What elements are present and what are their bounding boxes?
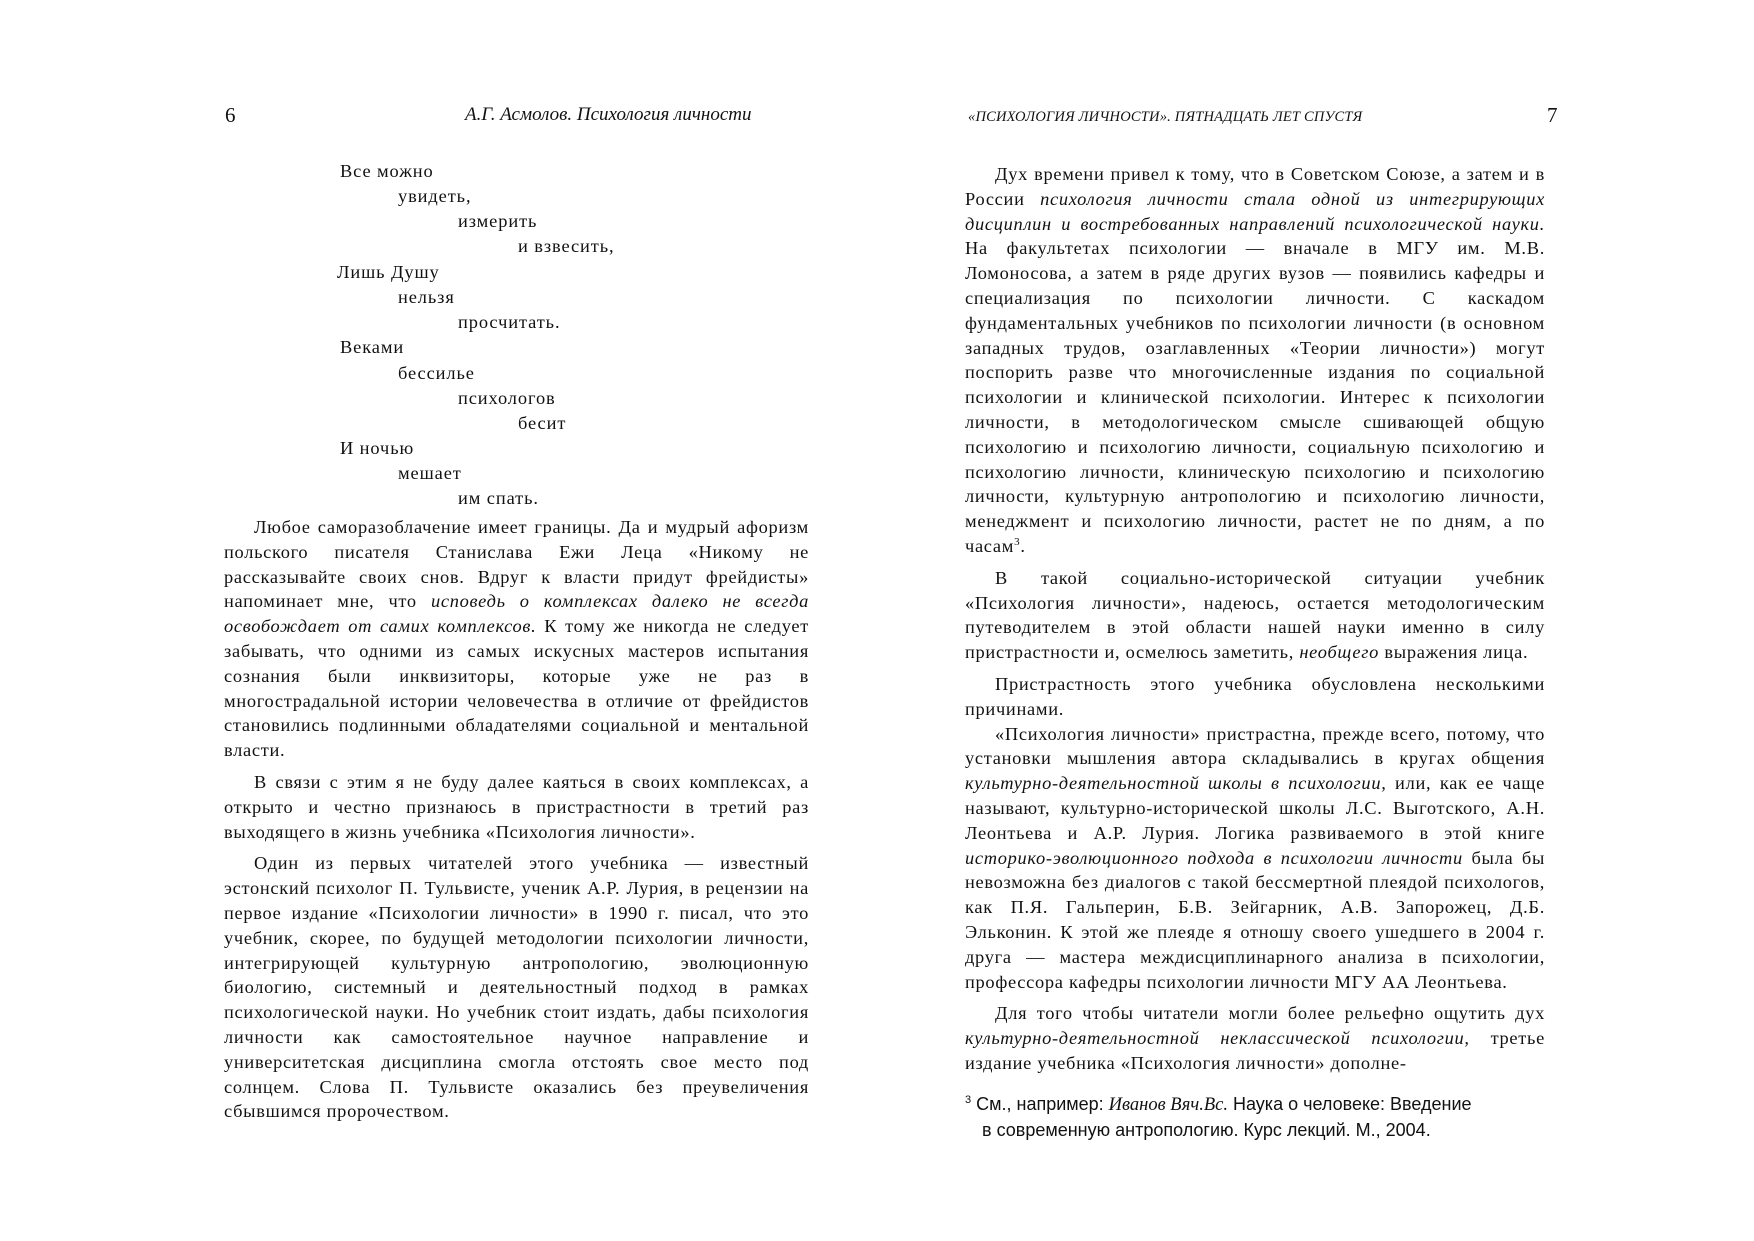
text-run: Любое саморазоблачение имеет границы. Да и мудрый афоризм польского писателя Станислава Ежи Леца «Никому не рассказывайте своих снов. Вдруг к власти придут фрейдисты» напоминает мне, что xyxy=(224,517,809,612)
footnote-line: в современную антропологию. Курс лекций. М., 2004. xyxy=(982,1120,1431,1140)
emphasis-text: исповедь о комплексах далеко не всегда освобождает от самих комплексов. xyxy=(224,591,810,637)
text-run: См., например: xyxy=(971,1094,1109,1114)
poem-line: измерить xyxy=(458,211,538,231)
text-run: «Психология личности» пристрастна, прежде всего, потому, что установки мышления автора складывались в кругах общения xyxy=(965,723,1545,769)
poem-line: просчитать. xyxy=(458,312,561,332)
right-body-text xyxy=(965,162,1545,1076)
emphasis-text: Иванов Вяч.Вс. xyxy=(1108,1095,1228,1115)
text-run: В такой социально-исторической ситуации учебник «Психология личности», надеюсь, остается методологическим путеводителем в этой области нашей науки именно в силу пристрастности и, осмелюсь заметить, xyxy=(965,567,1545,663)
poem-line: психологов xyxy=(458,388,556,408)
page-number-left: 6 xyxy=(225,103,236,127)
poem-line: им спать. xyxy=(458,488,539,508)
text-run: К тому же никогда не следует забывать, что одними из самых искусных мастеров испытания сознания были инквизиторы, которые уже не раз в многострадальной истории человечества в отличие от фрейдистов становились подлинными обладателями социальной и ментальной власти. xyxy=(224,616,809,761)
page-number-right: 7 xyxy=(1547,103,1558,127)
poem-line: бесит xyxy=(518,413,567,433)
poem-line: И ночью xyxy=(340,438,415,458)
text-run: или, как ее чаще называют, культурно-исторической школы Л.С. Выготского, А.Н. Леонтьева и А.Р. Лурия. Логика развиваемого в этой книге xyxy=(965,773,1545,843)
poem-line: и взвесить, xyxy=(518,236,615,256)
paragraph xyxy=(965,162,1545,559)
footnote-mark: 3 xyxy=(965,1094,972,1106)
poem-line: бессилье xyxy=(398,363,475,383)
paragraph xyxy=(224,515,809,763)
text-run: Для того чтобы читатели могли более рельефно ощутить дух xyxy=(995,1003,1545,1024)
emphasis-text: историко-эволюционного подхода в психологии личности xyxy=(965,847,1463,868)
poem-line: Все можно xyxy=(340,161,434,181)
emphasis-text: культурно-деятельностной школы в психологии, xyxy=(965,773,1387,794)
paragraph: Один из первых читателей этого учебника — известный эстонский психолог П. Тульвисте, ученик А.Р. Лурия, в рецензии на первое издание «Психологии личности» в 1990 г. писал, что это учебник, скорее, по будущей методологии психологии личности, интегрирующей культурную антропологию, эволюционную биологию, системный и деятельностный подход в рамках психологической науки. Но учебник стоит издать, дабы психология личности как самостоятельное научное направление и университетская дисциплина смогла отстоять свое место под солнцем. Слова П. Тульвисте оказались без преувеличения сбывшимся пророчеством. xyxy=(224,853,809,1122)
poem-line: Лишь Душу xyxy=(337,262,440,282)
poem-line: мешает xyxy=(398,463,462,483)
poem-line: нельзя xyxy=(398,287,455,307)
emphasis-text: необщего xyxy=(1299,642,1380,663)
running-head-left: А.Г. Асмолов. Психология личности xyxy=(465,104,752,125)
footnote xyxy=(965,1092,1545,1143)
paragraph xyxy=(965,1001,1545,1075)
paragraph xyxy=(965,722,1545,995)
text-run: На факультетах психологии — вначале в МГУ им. М.В. Ломоносова, а затем в ряде других вузов — появились кафедры и специализация по психологии личности. С каскадом фундаментальных учебников по психологии личности (в основном западных трудов, озаглавленных «Теории личности») могут поспорить разве что многочисленные издания по социальной психологии и клинической психологии. Интерес к психологии личности, в методологическом смысле сшивающей общую психологию и психологию личности, социальную психологию и психологию личности, клиническую психологию и психологию личности, культурную антропологию и психологию личности, менеджмент и психологию личности, растет не по дням, а по часам xyxy=(965,238,1545,556)
text-run: выражения лица. xyxy=(1379,642,1529,663)
poem-line: Веками xyxy=(340,337,405,357)
text-run: Дух времени привел к тому, что в Советском Союзе, а затем и в России xyxy=(965,164,1545,209)
left-body-text xyxy=(224,515,809,1124)
running-head-right: «ПСИХОЛОГИЯ ЛИЧНОСТИ». ПЯТНАДЦАТЬ ЛЕТ СПУСТЯ xyxy=(968,109,1363,125)
paragraph xyxy=(965,566,1545,665)
footnote-line xyxy=(965,1094,1472,1114)
text-run: . xyxy=(1020,535,1026,556)
text-run: Наука о человеке: Введение xyxy=(1227,1094,1472,1114)
paragraph: Пристрастность этого учебника обусловлена несколькими причинами. xyxy=(965,673,1545,719)
emphasis-text: культурно-деятельностной неклассической психологии, xyxy=(965,1028,1470,1049)
poem-line: увидеть, xyxy=(398,186,472,206)
paragraph: В связи с этим я не буду далее каяться в своих комплексах, а открыто и честно признаюсь в пристрастности в третий раз выходящего в жизнь учебника «Психология личности». xyxy=(224,771,809,842)
text-run: была бы невозможна без диалогов с такой бессмертной плеядой психологов, как П.Я. Гальперин, Б.В. Зейгарник, А.В. Запорожец, Д.Б. Эльконин. К этой же плеяде я отношу своего ушедшего в 2004 г. друга — мастера междисциплинарного анализа в психологии, профессора кафедры психологии личности МГУ АА Леонтьева. xyxy=(965,847,1545,992)
footnote-reference: 3 xyxy=(1014,535,1021,548)
text-run: третье издание учебника «Психология личности» дополне- xyxy=(965,1028,1545,1073)
emphasis-text: психология личности стала одной из интегрирующих дисциплин и востребованных направлений психологической науки. xyxy=(965,188,1546,234)
